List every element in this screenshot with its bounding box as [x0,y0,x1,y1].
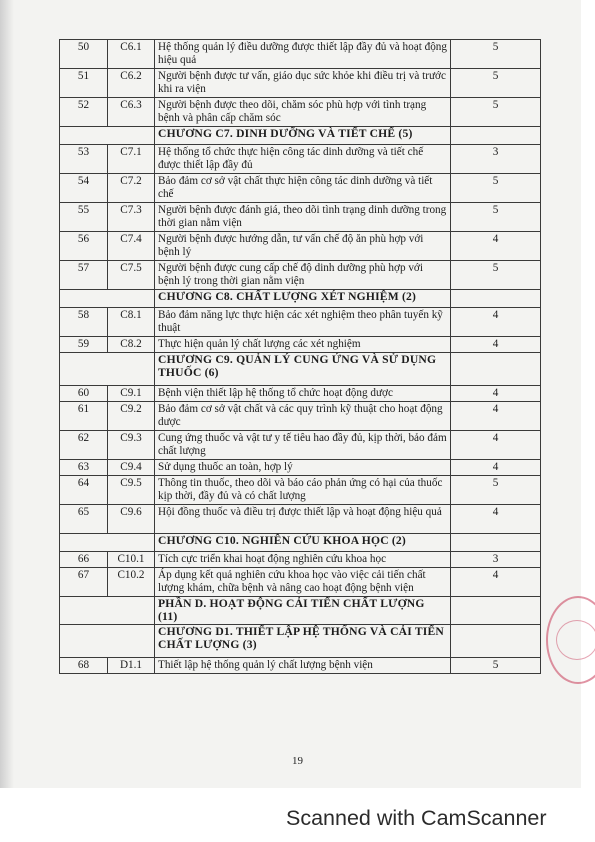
criterion-number: 56 [60,232,108,261]
criterion-row [60,337,541,353]
chapter-title: CHƯƠNG C9. QUẢN LÝ CUNG ỨNG VÀ SỬ DỤNG THUỐC (6) [155,353,451,386]
criterion-text: Cung ứng thuốc và vật tư y tế tiêu hao đầy đủ, kịp thời, bảo đảm chất lượng [155,431,451,460]
criterion-code: C8.1 [108,308,155,337]
criterion-number: 50 [60,40,108,69]
criterion-number: 62 [60,431,108,460]
criterion-score: 4 [451,568,541,597]
criterion-code: C9.6 [108,505,155,534]
criterion-row [60,658,541,674]
criterion-text: Người bệnh được hướng dẫn, tư vấn chế độ ăn phù hợp với bệnh lý [155,232,451,261]
chapter-title: CHƯƠNG D1. THIẾT LẬP HỆ THỐNG VÀ CẢI TIẾN CHẤT LƯỢNG (3) [155,625,451,658]
page-edge-shadow [0,0,14,788]
criterion-score: 5 [451,40,541,69]
criterion-row [60,386,541,402]
criterion-text: Người bệnh được cung cấp chế độ dinh dưỡng phù hợp với bệnh lý trong thời gian nằm viện [155,261,451,290]
criterion-text: Thực hiện quản lý chất lượng các xét nghiệm [155,337,451,353]
criterion-code: C6.1 [108,40,155,69]
chapter-score-cell [451,534,541,552]
criterion-number: 55 [60,203,108,232]
chapter-row [60,353,541,386]
criterion-code: C7.5 [108,261,155,290]
criterion-score: 5 [451,69,541,98]
criterion-score: 5 [451,658,541,674]
chapter-title: PHẦN D. HOẠT ĐỘNG CẢI TIẾN CHẤT LƯỢNG (11) [155,597,451,625]
criterion-score: 4 [451,386,541,402]
criterion-score: 4 [451,402,541,431]
criterion-code: C9.5 [108,476,155,505]
criterion-number: 58 [60,308,108,337]
criteria-table-body [60,40,541,674]
criterion-row [60,98,541,127]
criterion-score: 5 [451,174,541,203]
criterion-text: Sử dụng thuốc an toàn, hợp lý [155,460,451,476]
criterion-code: C8.2 [108,337,155,353]
chapter-empty-cell [60,353,155,386]
criterion-code: C9.4 [108,460,155,476]
criterion-row [60,174,541,203]
criterion-row [60,145,541,174]
criterion-text: Bảo đảm năng lực thực hiện các xét nghiệm theo phân tuyến kỹ thuật [155,308,451,337]
criterion-code: C10.1 [108,552,155,568]
criterion-score: 4 [451,337,541,353]
criterion-text: Hội đồng thuốc và điều trị được thiết lập và hoạt động hiệu quả [155,505,451,534]
chapter-row [60,625,541,658]
chapter-title: CHƯƠNG C7. DINH DƯỠNG VÀ TIẾT CHẾ (5) [155,127,451,145]
criterion-number: 63 [60,460,108,476]
criterion-score: 5 [451,261,541,290]
chapter-title: CHƯƠNG C10. NGHIÊN CỨU KHOA HỌC (2) [155,534,451,552]
chapter-empty-cell [60,127,155,145]
criterion-row [60,308,541,337]
criterion-row [60,460,541,476]
red-stamp-seal-inner [556,620,595,660]
criterion-score: 3 [451,145,541,174]
criterion-text: Áp dụng kết quả nghiên cứu khoa học vào việc cải tiến chất lượng khám, chữa bệnh và nâng cao hoạt động bệnh viện [155,568,451,597]
criterion-number: 52 [60,98,108,127]
criterion-text: Người bệnh được tư vấn, giáo dục sức khỏe khi điều trị và trước khi ra viện [155,69,451,98]
chapter-empty-cell [60,534,155,552]
criterion-score: 5 [451,476,541,505]
criterion-number: 66 [60,552,108,568]
criterion-number: 59 [60,337,108,353]
chapter-score-cell [451,127,541,145]
criterion-score: 4 [451,308,541,337]
criterion-number: 51 [60,69,108,98]
chapter-score-cell [451,353,541,386]
criterion-row [60,232,541,261]
criterion-code: C7.1 [108,145,155,174]
criterion-row [60,261,541,290]
criterion-code: C7.4 [108,232,155,261]
criterion-number: 65 [60,505,108,534]
criterion-text: Người bệnh được theo dõi, chăm sóc phù hợp với tình trạng bệnh và phân cấp chăm sóc [155,98,451,127]
criterion-score: 4 [451,431,541,460]
criterion-row [60,476,541,505]
chapter-score-cell [451,597,541,625]
criterion-number: 67 [60,568,108,597]
criterion-code: C6.2 [108,69,155,98]
criterion-code: C10.2 [108,568,155,597]
criterion-text: Thông tin thuốc, theo dõi và báo cáo phản ứng có hại của thuốc kịp thời, đầy đủ và có chất lượng [155,476,451,505]
criterion-row [60,568,541,597]
criterion-code: C7.2 [108,174,155,203]
criterion-score: 4 [451,505,541,534]
criterion-code: D1.1 [108,658,155,674]
criterion-number: 68 [60,658,108,674]
criterion-code: C7.3 [108,203,155,232]
chapter-row [60,127,541,145]
criterion-code: C9.1 [108,386,155,402]
chapter-row [60,290,541,308]
criterion-row [60,40,541,69]
criterion-score: 4 [451,460,541,476]
criterion-score: 3 [451,552,541,568]
camscanner-footer: Scanned with CamScanner [286,806,547,830]
criterion-text: Bảo đảm cơ sở vật chất thực hiện công tác dinh dưỡng và tiết chế [155,174,451,203]
criterion-number: 54 [60,174,108,203]
chapter-empty-cell [60,597,155,625]
criterion-score: 5 [451,203,541,232]
criterion-row [60,402,541,431]
criteria-table [59,39,541,674]
criterion-text: Hệ thống tổ chức thực hiện công tác dinh dưỡng và tiết chế được thiết lập đầy đủ [155,145,451,174]
criterion-score: 4 [451,232,541,261]
page-number: 19 [292,755,303,767]
criterion-text: Tích cực triển khai hoạt động nghiên cứu khoa học [155,552,451,568]
criterion-text: Bảo đảm cơ sở vật chất và các quy trình kỹ thuật cho hoạt động dược [155,402,451,431]
criterion-code: C6.3 [108,98,155,127]
criterion-number: 60 [60,386,108,402]
chapter-row [60,597,541,625]
chapter-title: CHƯƠNG C8. CHẤT LƯỢNG XÉT NGHIỆM (2) [155,290,451,308]
criterion-row [60,505,541,534]
criterion-row [60,552,541,568]
criterion-text: Người bệnh được đánh giá, theo dõi tình trạng dinh dưỡng trong thời gian nằm viện [155,203,451,232]
criterion-number: 64 [60,476,108,505]
chapter-empty-cell [60,290,155,308]
criterion-text: Bệnh viện thiết lập hệ thống tổ chức hoạt động dược [155,386,451,402]
criterion-score: 5 [451,98,541,127]
criterion-number: 53 [60,145,108,174]
criterion-text: Thiết lập hệ thống quản lý chất lượng bệnh viện [155,658,451,674]
criterion-row [60,203,541,232]
criterion-row [60,69,541,98]
criterion-row [60,431,541,460]
criterion-number: 61 [60,402,108,431]
chapter-score-cell [451,290,541,308]
criterion-code: C9.2 [108,402,155,431]
chapter-empty-cell [60,625,155,658]
chapter-score-cell [451,625,541,658]
criterion-number: 57 [60,261,108,290]
chapter-row [60,534,541,552]
criterion-text: Hệ thống quản lý điều dưỡng được thiết lập đầy đủ và hoạt động hiệu quả [155,40,451,69]
criterion-code: C9.3 [108,431,155,460]
